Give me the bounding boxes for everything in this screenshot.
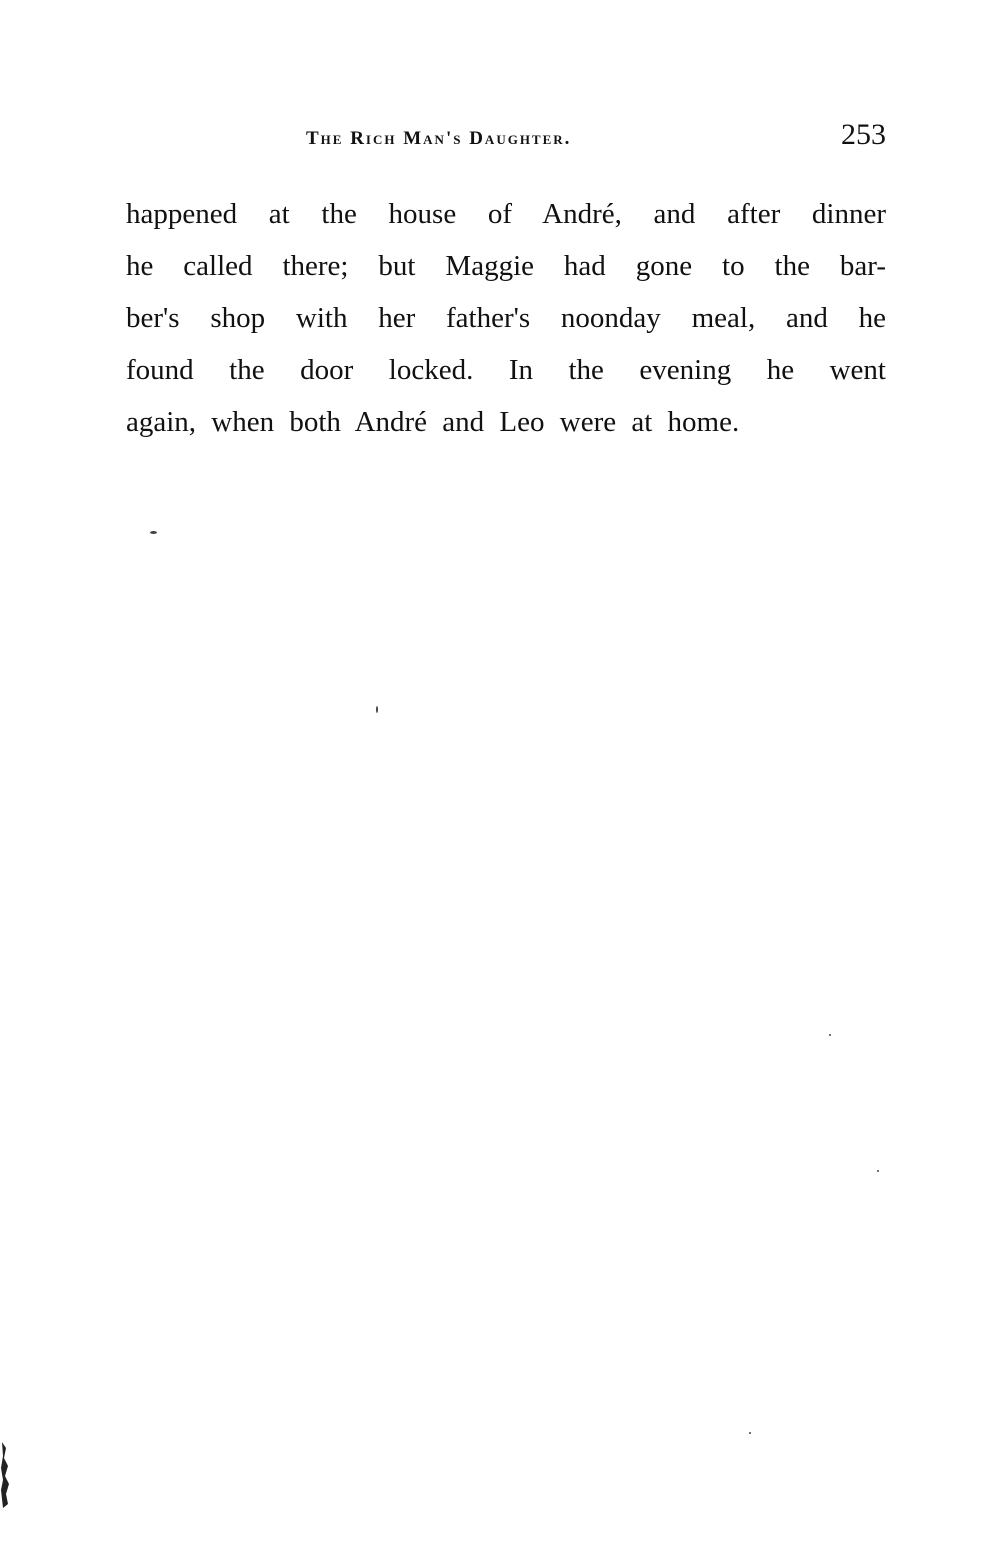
scan-speck	[877, 1170, 879, 1172]
text-line: again, when both André and Leo were at home.	[126, 406, 740, 438]
running-head	[126, 118, 886, 158]
text-line: ber's shop with her father's noonday meal, and he	[126, 302, 886, 334]
text-line: he called there; but Maggie had gone to the bar-	[126, 250, 886, 282]
text-line: happened at the house of André, and after dinner	[126, 198, 886, 230]
scan-speck	[150, 531, 157, 534]
scan-speck	[749, 1432, 751, 1434]
running-title: The Rich Man's Daughter.	[306, 128, 572, 149]
page-number: 253	[841, 118, 886, 151]
page-edge-mark	[0, 1440, 12, 1510]
body-paragraph	[126, 188, 886, 448]
scan-speck	[829, 1034, 831, 1036]
text-line: found the door locked. In the evening he went	[126, 354, 886, 386]
scan-speck	[376, 706, 378, 713]
